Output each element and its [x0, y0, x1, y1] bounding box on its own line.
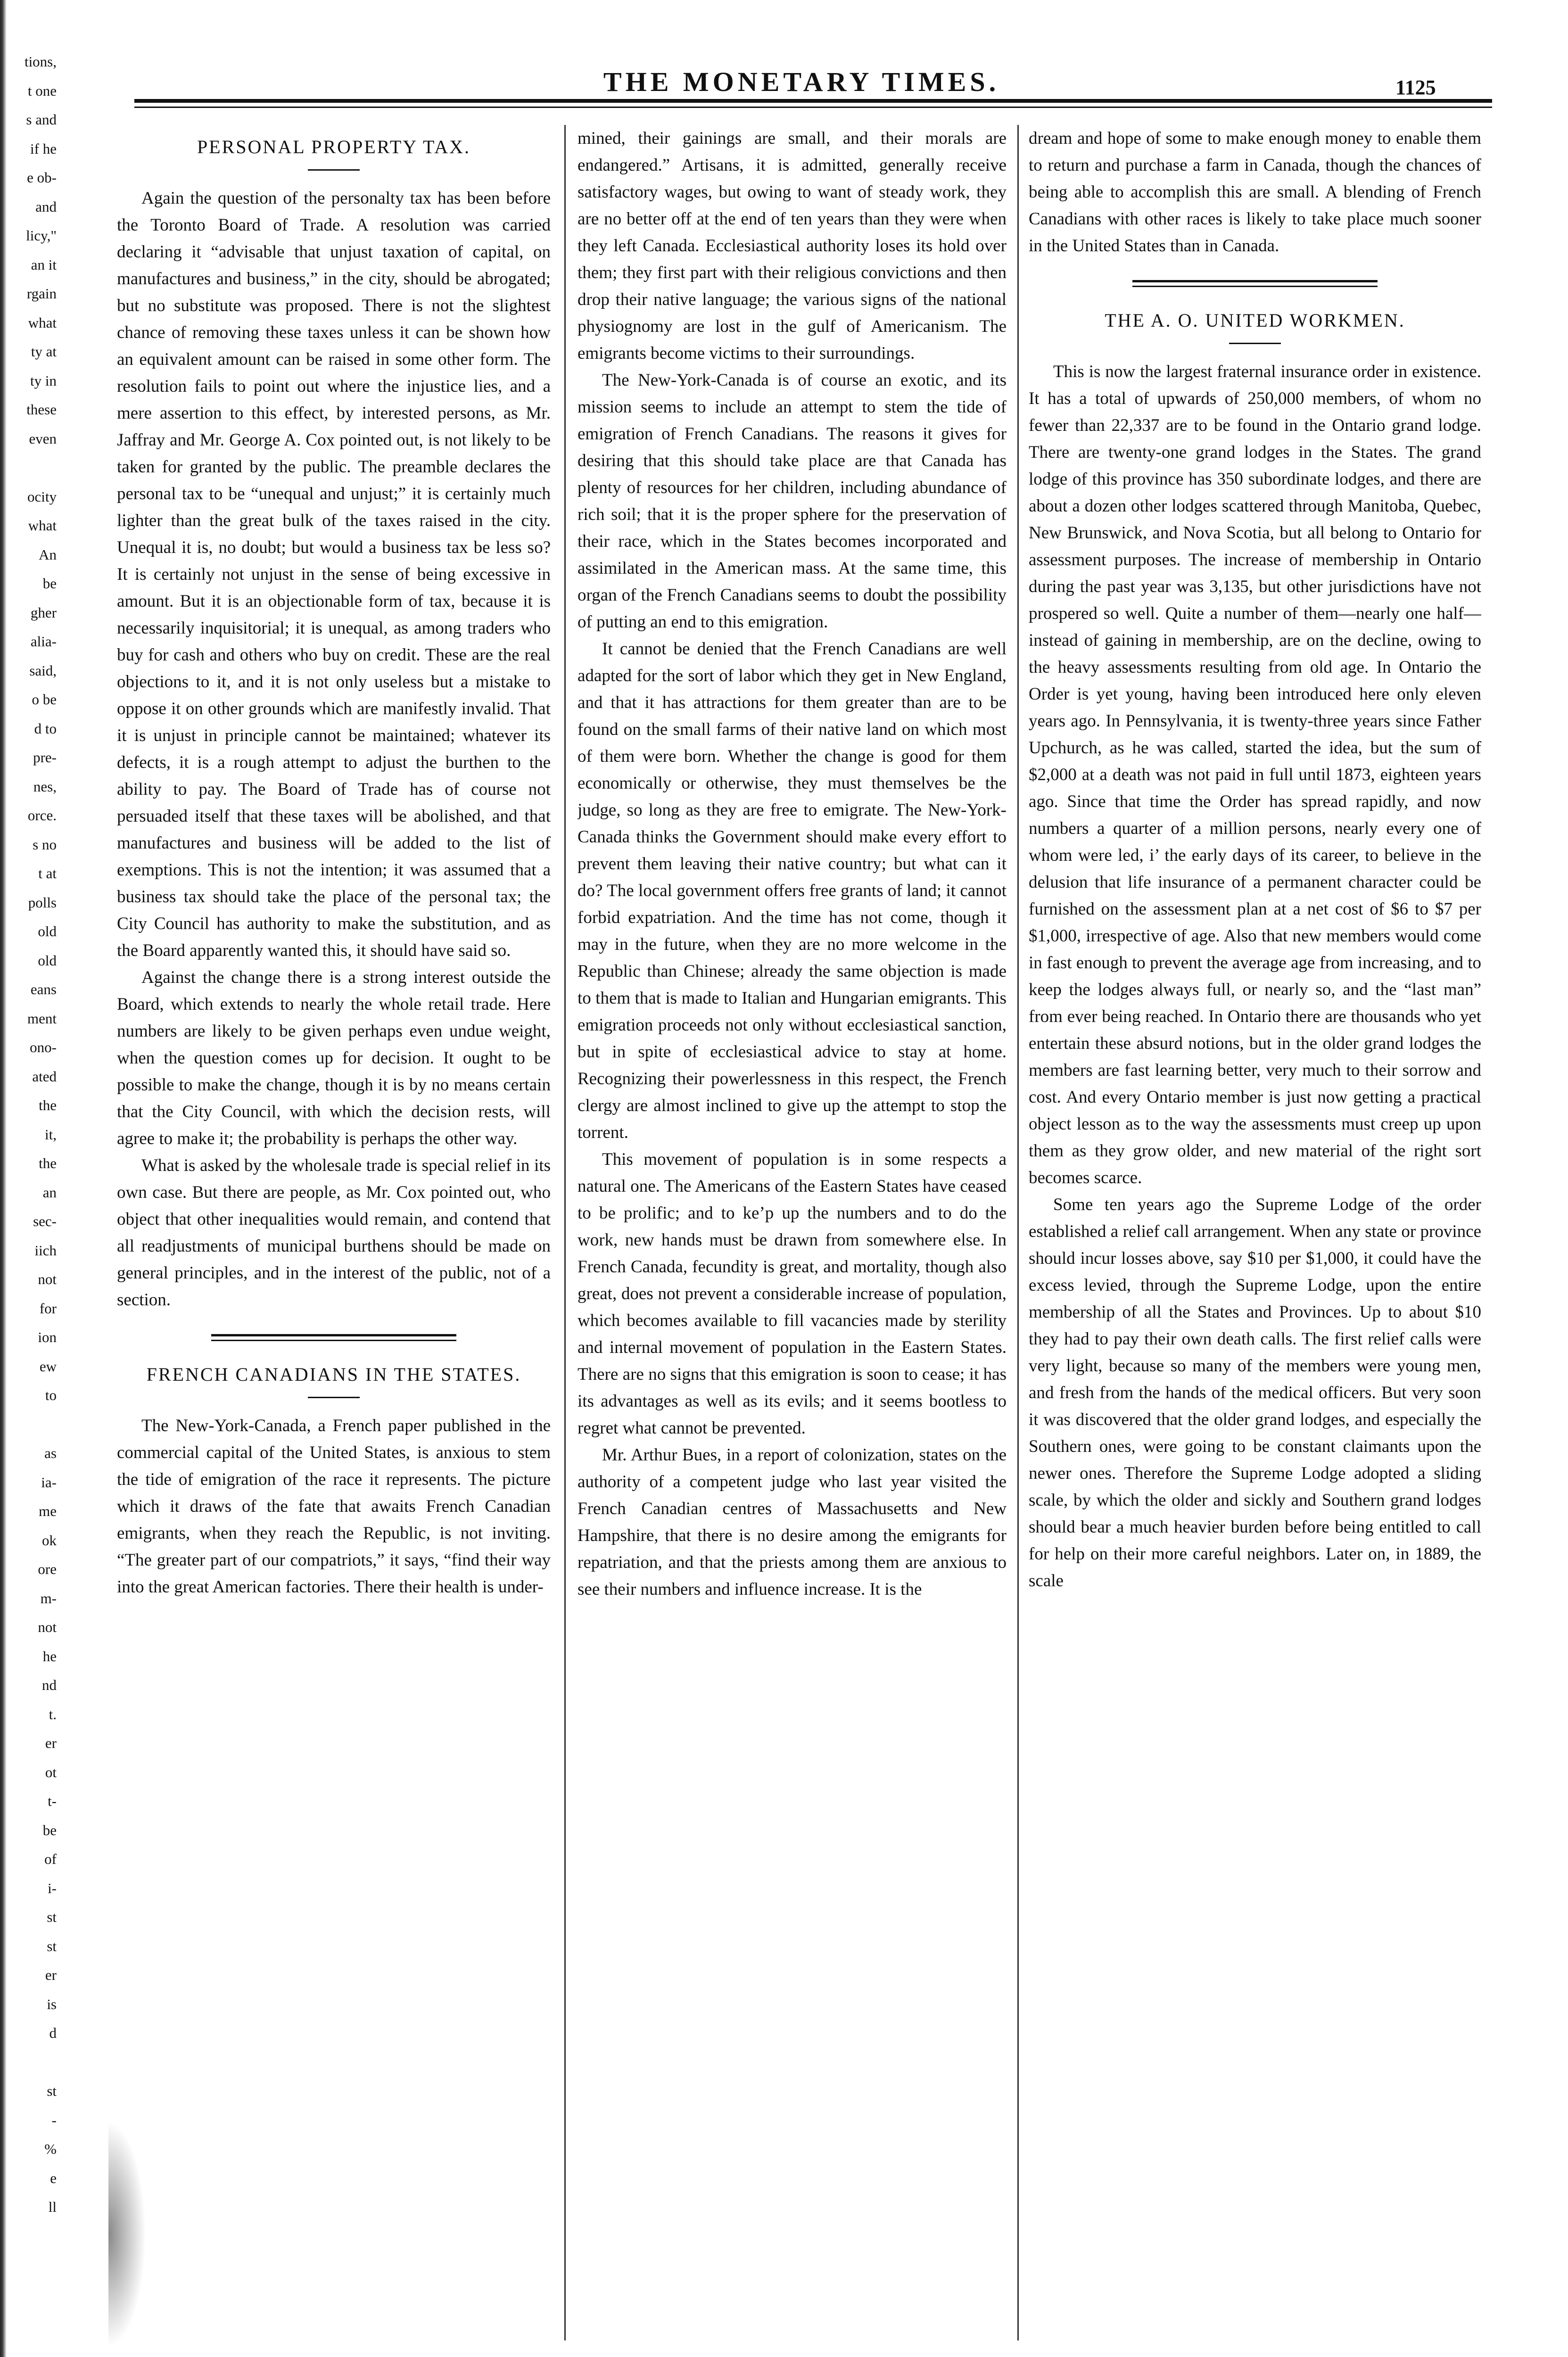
gutter-fragment: polls — [28, 894, 57, 911]
gutter-fragment: % — [44, 2141, 57, 2157]
gutter-fragment: be — [42, 575, 57, 592]
gutter-fragment — [0, 453, 57, 482]
gutter-fragment: for — [39, 1300, 57, 1317]
page-number: 1125 — [1395, 76, 1436, 99]
gutter-fragment: er — [45, 1735, 57, 1751]
gutter-fragment: me — [39, 1503, 57, 1519]
gutter-fragment: ated — [32, 1068, 57, 1085]
gutter-fragment: st — [47, 1937, 57, 1954]
gutter-fragment: ono- — [30, 1039, 57, 1055]
column-1 — [117, 125, 551, 2341]
article-paragraph: Some ten years ago the Supreme Lodge of the order established a relief call arrangement. When any state or province should incur losses above, say $10 per $1,000, it could have the excess levied, through the Supreme Lodge, upon the entire membership of all the States and Provinces. Up to about $10 they had to pay their own death calls. The first relief calls were very light, because so many of the members were young men, and fresh from the hands of the medical officers. But very soon it was discovered that the older grand lodges, and especially the Southern ones, were going to be constant claimants upon the newer ones. Therefore the Supreme Lodge adopted a sliding scale, by which the older and sickly and Southern grand lodges should bear a much heavier burden before being entitled to call for help on their more careful neighbors. Later on, in 1889, the scale — [1029, 1195, 1481, 1591]
gutter-fragment: as — [44, 1445, 57, 1461]
gutter-fragment: old — [38, 952, 57, 969]
gutter-fragment: an it — [31, 256, 57, 273]
masthead: THE MONETARY TIMES. — [603, 66, 1000, 97]
article-paragraph: Against the change there is a strong interest outside the Board, which extends to nearly the whole retail trade. Here numbers are likely to be given perhaps even undue weight, when the question comes up for decision. It ought to be possible to make the change, though it is by no means certain that the City Council, with which the decision rests, will agree to make it; the probability is perhaps the other way. — [117, 968, 551, 1148]
gutter-fragment: licy," — [26, 227, 57, 244]
article-separator — [1132, 280, 1378, 287]
gutter-fragment: d to — [34, 720, 57, 737]
gutter-fragment: and — [35, 198, 57, 215]
gutter-fragment: i- — [48, 1879, 57, 1896]
gutter-fragment: o be — [32, 691, 57, 708]
column-2 — [578, 125, 1007, 2341]
gutter-fragment: ew — [39, 1358, 57, 1375]
gutter-fragment: s no — [33, 836, 57, 853]
gutter-fragment: an — [42, 1184, 57, 1201]
gutter-fragment: t one — [27, 82, 57, 99]
gutter-fragment: t- — [48, 1793, 57, 1809]
gutter-fragment: tions, — [24, 53, 57, 70]
article-paragraph: Mr. Arthur Bues, in a report of colonization, states on the authority of a competent judge who last year visited the French Canadian centres of Massachusetts and New Hampshire, that there is no desire among the emigrants for repatriation, and that the priests among them are anxious to see their numbers and influence increase. It is the — [578, 1445, 1007, 1599]
article-paragraph-continued: mined, their gainings are small, and their morals are endangered.” Artisans, it is admitted, generally receive satisfactory wages, but owing to want of steady work, they are no better off at the end of ten years than they were when they left Canada. Ecclesiastical authority loses its hold over them; they first part with their religious convictions and then drop their native language; the various signs of the national physiognomy are lost in the gulf of Americanism. The emigrants become victims to their surroundings. — [578, 129, 1007, 363]
gutter-fragment: iich — [34, 1242, 57, 1259]
gutter-fragment: t at — [38, 865, 57, 882]
gutter-fragment: ok — [42, 1532, 57, 1549]
gutter-fragment: ia- — [41, 1474, 57, 1491]
gutter-fragment: ty at — [31, 343, 57, 360]
gutter-fragment: t. — [49, 1706, 57, 1722]
gutter-fragment: m- — [40, 1590, 57, 1607]
gutter-fragment: ty in — [30, 372, 57, 389]
gutter-fragment — [0, 2048, 57, 2077]
gutter-fragment: - — [51, 2111, 57, 2128]
gutter-fragment: An — [39, 546, 57, 563]
gutter-fragment: not — [38, 1271, 57, 1287]
gutter-fragment: ion — [38, 1329, 57, 1345]
article-paragraph: What is asked by the wholesale trade is special relief in its own case. But there are people, as Mr. Cox pointed out, who object that other inequalities would remain, and contend that all readjustments of municipal burthens should be made on general principles, and in the interest of the public, not of a section. — [117, 1156, 551, 1310]
column-3 — [1029, 125, 1481, 2341]
gutter-fragment: e — [50, 2169, 57, 2186]
gutter-fragment: rgain — [26, 285, 57, 302]
gutter-fragment: eans — [30, 981, 57, 997]
title-rule — [1229, 343, 1281, 344]
title-rule — [308, 1397, 360, 1398]
gutter-fragment: of — [44, 1851, 57, 1867]
gutter-fragment: orce. — [27, 807, 57, 824]
article-paragraph: The New-York-Canada is of course an exotic, and its mission seems to include an attempt to stem the tide of emigration of French Canadians. The reasons it gives for desiring that this should take place are that Canada has plenty of resources for her children, including abundance of rich soil; that it is the proper sphere for the preservation of their race, which in the States becomes incorporated and assimilated in the American mass. At the same time, this organ of the French Canadians seems to doubt the possibility of putting an end to this emigration. — [578, 371, 1007, 632]
gutter-fragment: is — [47, 1995, 57, 2012]
gutter-fragment: ot — [45, 1764, 57, 1780]
gutter-fragment — [0, 1410, 57, 1439]
gutter-fragment: nd — [42, 1677, 57, 1693]
gutter-fragment: ment — [27, 1010, 57, 1027]
column-divider-1 — [564, 125, 566, 2341]
gutter-fragment: if he — [30, 140, 57, 157]
gutter-fragment: st — [47, 2083, 57, 2099]
gutter-fragment: the — [39, 1155, 57, 1171]
gutter-fragment: not — [38, 1619, 57, 1635]
gutter-fragment: even — [29, 430, 57, 447]
gutter-fragment: er — [45, 1967, 57, 1983]
gutter-fragment: d — [49, 2025, 57, 2041]
page-stain — [108, 2121, 146, 2348]
article-title-french-canadians: FRENCH CANADIANS IN THE STATES. — [146, 1364, 521, 1385]
article-paragraph: The New-York-Canada, a French paper published in the commercial capital of the United States, is anxious to stem the tide of emigration of the race it represents. The picture which it draws of the fate that awaits French Canadian emigrants, when they reach the Republic, is not inviting. “The greater part of our compatriots,” it says, “find their way into the great American factories. There their health is under- — [117, 1416, 551, 1597]
gutter-fragment: be — [42, 1821, 57, 1838]
gutter-fragment: st — [47, 1909, 57, 1925]
gutter-fragment: ore — [38, 1561, 57, 1577]
gutter-fragment: pre- — [33, 749, 57, 766]
gutter-fragment: gher — [30, 604, 57, 621]
article-title-united-workmen: THE A. O. UNITED WORKMEN. — [1105, 310, 1405, 331]
gutter-fragment: what — [28, 314, 57, 331]
title-rule — [308, 169, 360, 171]
gutter-fragment: ll — [48, 2199, 57, 2215]
gutter-fragment: these — [26, 401, 57, 418]
gutter-fragment: the — [39, 1097, 57, 1113]
header-rule-thick — [134, 99, 1492, 103]
article-title-personal-property-tax: PERSONAL PROPERTY TAX. — [197, 136, 471, 157]
article-paragraph: It cannot be denied that the French Canadians are well adapted for the sort of labor which they get in New England, and that it has attractions for them greater than are to be found on the small farms of their native land on which most of them were born. Whether the change is good for them economically or otherwise, they must themselves be the judge, so long as they are free to emigrate. The New-York-Canada thinks the Government should make every effort to prevent them leaving their native country; but what can it do? The local government offers free grants of land; it cannot forbid expatriation. And the time has not come, though it may in the future, when they are no more welcome in the Republic than Chinese; already the same objection is made to them that is made to Italian and Hungarian emigrants. This emigration proceeds not only without ecclesiastical sanction, but in spite of ecclesiastical advice to stay at home. Recognizing their powerlessness in this respect, the French clergy are almost inclined to give up the attempt to stop the torrent. — [578, 639, 1007, 1142]
gutter-fragment: old — [38, 923, 57, 940]
gutter-fragment: he — [42, 1648, 57, 1665]
article-separator — [211, 1334, 456, 1341]
article-paragraph: This is now the largest fraternal insurance order in existence. It has a total of upwards of 250,000 members, of whom no fewer than 22,337 are to be found in the Ontario grand lodge. There are twenty-one grand lodges in the States. The grand lodge of this province has 350 subordinate lodges, and there are about a dozen other lodges scattered through Manitoba, Quebec, New Brunswick, and Nova Scotia, but all belong to Ontario for assessment purposes. The increase of membership in Ontario during the past year was 3,135, but other jurisdictions have not prospered so well. Quite a number of them—nearly one half—instead of gaining in membership, are on the decline, owing to the heavy assessments resulting from old age. In Ontario the Order is yet young, having been introduced here only eleven years ago. In Pennsylvania, it is twenty-three years since Father Upchurch, as he was called, started the idea, but the sum of $2,000 at a death was not paid in full until 1873, eighteen years ago. Since that time the Order has spread rapidly, and now numbers a quarter of a million persons, nearly every one of whom were led, i’ the early days of its career, to believe in the delusion that life insurance of a permanent character could be furnished on the assessment plan at a net cost of $6 to $7 per $1,000, irrespective of age. Also that new members would come in fast enough to prevent the average age from increasing, and to keep the lodges always full, or nearly so, and the “last man” from ever being reached. In Ontario there are thousands who yet entertain these absurd notions, but in the older grand lodges the members are fast learning better, very much to their sorrow and cost. And every Ontario member is just now getting a practical object lesson as to the way the assessments must creep up upon them as they grow older, and new material of the right sort becomes scarce. — [1029, 362, 1481, 1187]
article-paragraph-continued: dream and hope of some to make enough money to enable them to return and purchase a farm in Canada, though the chances of being able to accomplish this are small. A blending of French Canadians with other races is likely to take place much sooner in the United States than in Canada. — [1029, 129, 1481, 255]
gutter-fragment: sec- — [33, 1213, 57, 1229]
column-divider-2 — [1017, 125, 1019, 2341]
previous-page-gutter-fragments — [0, 47, 57, 2348]
gutter-fragment: s and — [26, 111, 57, 128]
gutter-fragment: alia- — [30, 633, 57, 650]
gutter-fragment: e ob- — [27, 169, 57, 186]
gutter-fragment: nes, — [33, 778, 57, 795]
gutter-fragment: it, — [45, 1126, 57, 1143]
header-rule-thin — [134, 107, 1492, 108]
article-paragraph: Again the question of the personalty tax has been before the Toronto Board of Trade. A resolution was carried declaring it “advisable that unjust taxation of capital, on manufactures and business,” in the city, should be abrogated; but no substitute was proposed. There is not the slightest chance of removing these taxes unless it can be shown how an equivalent amount can be raised in some other form. The resolution fails to point out where the injustice lies, and a mere assertion to this effect, by interested persons, as Mr. Jaffray and Mr. George A. Cox pointed out, is not likely to be taken for granted by the public. The preamble declares the personal tax to be “unequal and unjust;” it is certainly much lighter than the great bulk of the taxes raised in the city. Unequal it is, no doubt; but would a business tax be less so? It is certainly not unjust in the sense of being excessive in amount. But it is an objectionable form of tax, because it is necessarily inquisitorial; it is unequal, as among traders who buy for cash and others who buy on credit. These are the real objections to it, and it is not only useless but a mistake to oppose it on other grounds which are manifestly invalid. That it is unjust in principle cannot be maintained; whatever its defects, it is a rough attempt to adjust the burthen to the ability to pay. The Board of Trade has of course not persuaded itself that these taxes will be abolished, and that manufactures and business will be added to the list of exemptions. This is not the intention; it was assumed that a business tax should take the place of the personal tax; the City Council has authority to make the substitution, and as the Board apparently wanted this, it should have said so. — [117, 189, 551, 960]
gutter-fragment: ocity — [27, 488, 57, 505]
gutter-fragment: what — [28, 517, 57, 534]
gutter-fragment: said, — [29, 662, 57, 679]
article-paragraph: This movement of population is in some respects a natural one. The Americans of the Eastern States have ceased to be prolific; and to ke’p up the numbers and to do the work, new hands must be drawn from somewhere else. In French Canada, fecundity is great, and mortality, though also great, does not prevent a considerable increase of population, which becomes available to fill vacancies made by sterility and internal movement of population in the Eastern States. There are no signs that this emigration is soon to cease; it has its advantages as well as its evils; and it seems bootless to regret what cannot be prevented. — [578, 1150, 1007, 1438]
gutter-fragment: to — [45, 1387, 57, 1403]
